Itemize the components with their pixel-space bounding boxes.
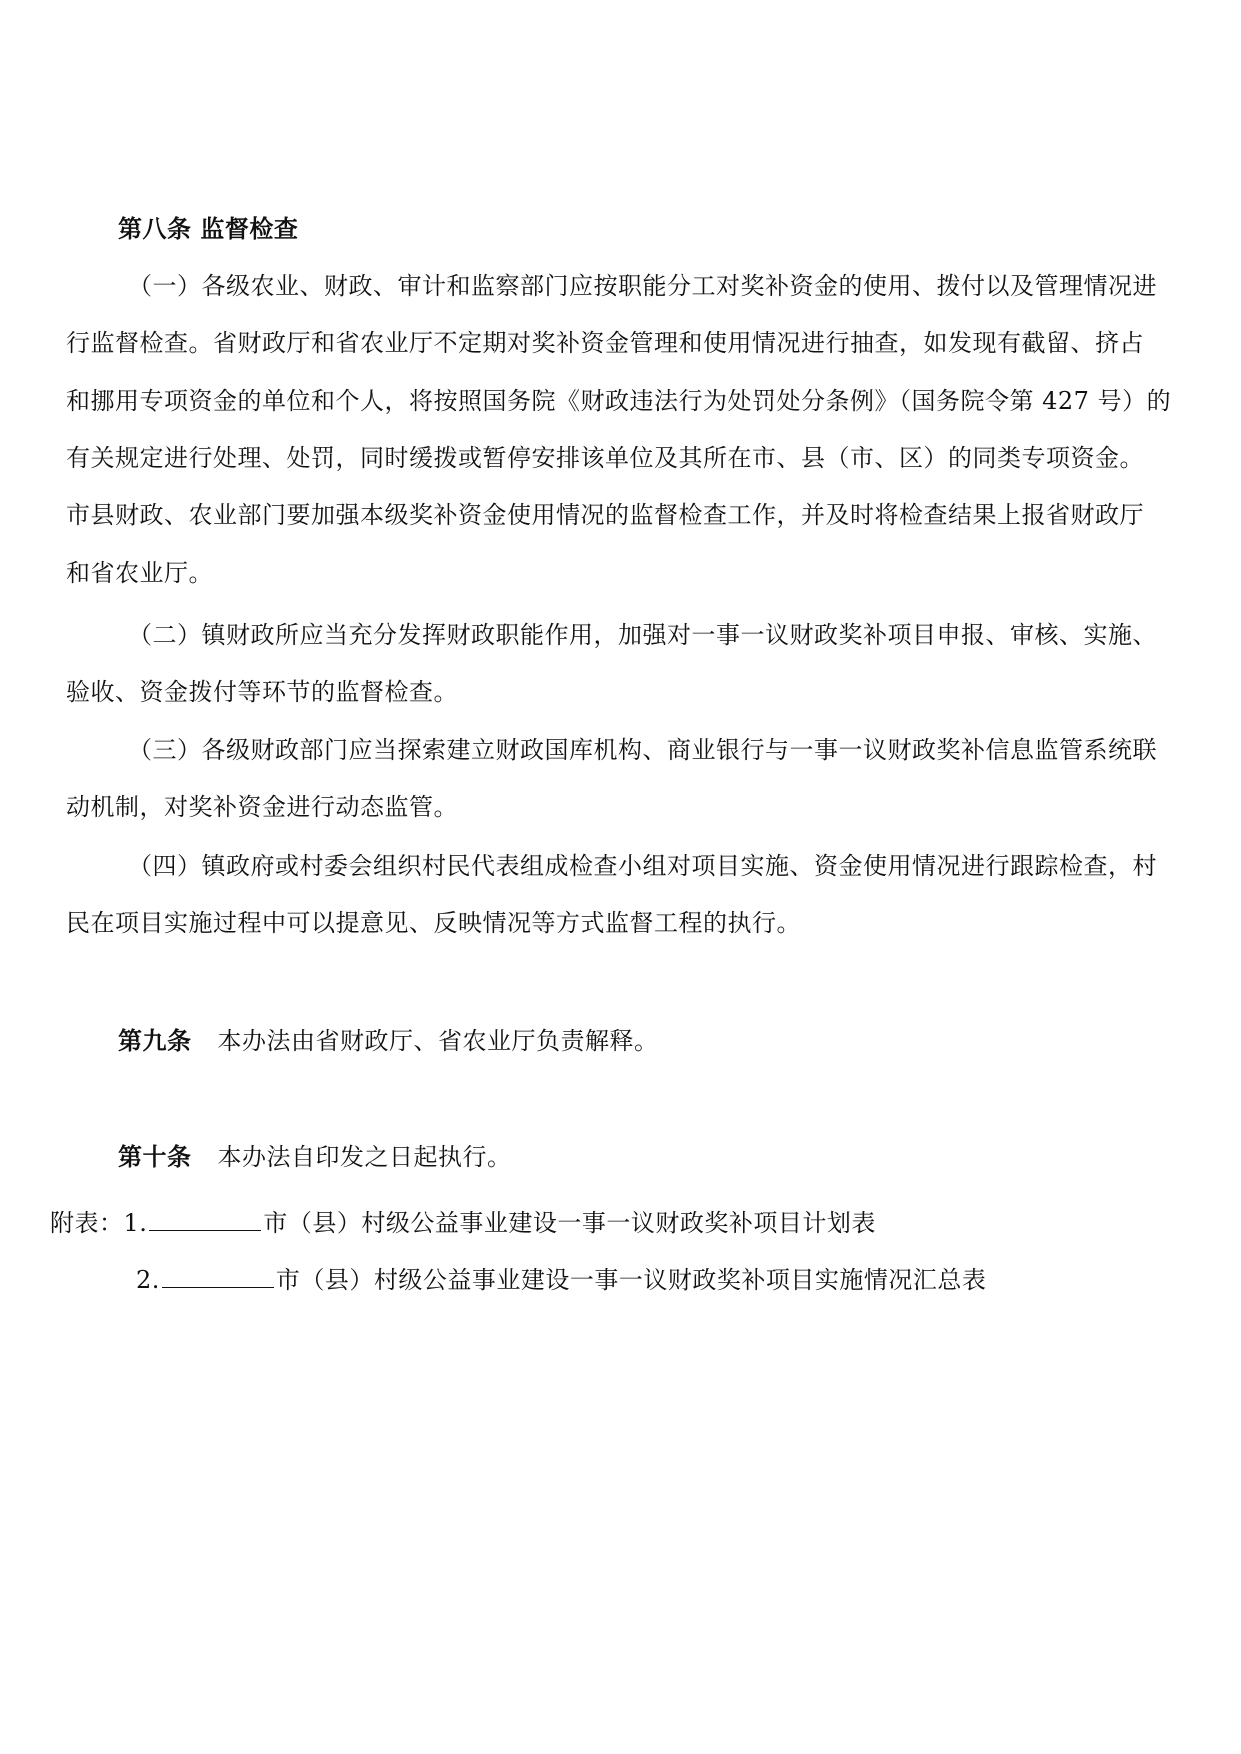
attachment-item-1	[50, 1208, 876, 1238]
attachment-prefix: 附表：	[50, 1209, 124, 1237]
article-8-para-3-line-1: （三）各级财政部门应当探索建立财政国库机构、商业银行与一事一议财政奖补信息监管系统联	[128, 736, 1157, 764]
attachment-item-2	[136, 1265, 986, 1295]
article-10	[118, 1142, 512, 1172]
article-8-para-4-line-2: 民在项目实施过程中可以提意见、反映情况等方式监督工程的执行。	[66, 909, 801, 937]
attachment-title-1: 市（县）村级公益事业建设一事一议财政奖补项目计划表	[263, 1209, 876, 1237]
article-8-para-2-line-1: （二）镇财政所应当充分发挥财政职能作用，加强对一事一议财政奖补项目申报、审核、实施、	[128, 621, 1157, 649]
article-8-para-1-line-6: 和省农业厅。	[66, 559, 213, 587]
attachment-number-1: 1.	[123, 1209, 148, 1237]
article-8-para-1-line-2: 行监督检查。省财政厅和省农业厅不定期对奖补资金管理和使用情况进行抽查，如发现有截留、挤占	[66, 329, 1144, 357]
article-8-para-2-line-2: 验收、资金拨付等环节的监督检查。	[66, 678, 458, 706]
attachment-title-2: 市（县）村级公益事业建设一事一议财政奖补项目实施情况汇总表	[275, 1266, 987, 1294]
article-8-para-1-line-3: 和挪用专项资金的单位和个人，将按照国务院《财政违法行为处罚处分条例》（国务院令第 427 号）的	[66, 387, 1172, 415]
attachment-number-2: 2.	[136, 1266, 160, 1294]
article-8-para-1-line-4: 有关规定进行处理、处罚，同时缓拨或暂停安排该单位及其所在市、县（市、区）的同类专项资金。	[66, 444, 1144, 472]
article-9-text: 本办法由省财政厅、省农业厅负责解释。	[217, 1027, 659, 1055]
article-9-label: 第九条	[118, 1026, 192, 1055]
article-8-heading: 第八条 监督检查	[118, 214, 299, 243]
article-8-para-4-line-1: （四）镇政府或村委会组织村民代表组成检查小组对项目实施、资金使用情况进行跟踪检查，村	[128, 852, 1157, 880]
article-8-para-1-line-1: （一）各级农业、财政、审计和监察部门应按职能分工对奖补资金的使用、拨付以及管理情况进	[128, 272, 1157, 300]
article-10-label: 第十条	[118, 1142, 192, 1171]
article-8-para-1-line-5: 市县财政、农业部门要加强本级奖补资金使用情况的监督检查工作，并及时将检查结果上报省财政厅	[66, 501, 1144, 529]
attachment-blank-2	[162, 1265, 274, 1288]
article-10-text: 本办法自印发之日起执行。	[217, 1143, 512, 1171]
article-8-para-3-line-2: 动机制，对奖补资金进行动态监管。	[66, 793, 458, 821]
article-9	[118, 1026, 659, 1056]
attachment-blank-1	[149, 1208, 261, 1231]
